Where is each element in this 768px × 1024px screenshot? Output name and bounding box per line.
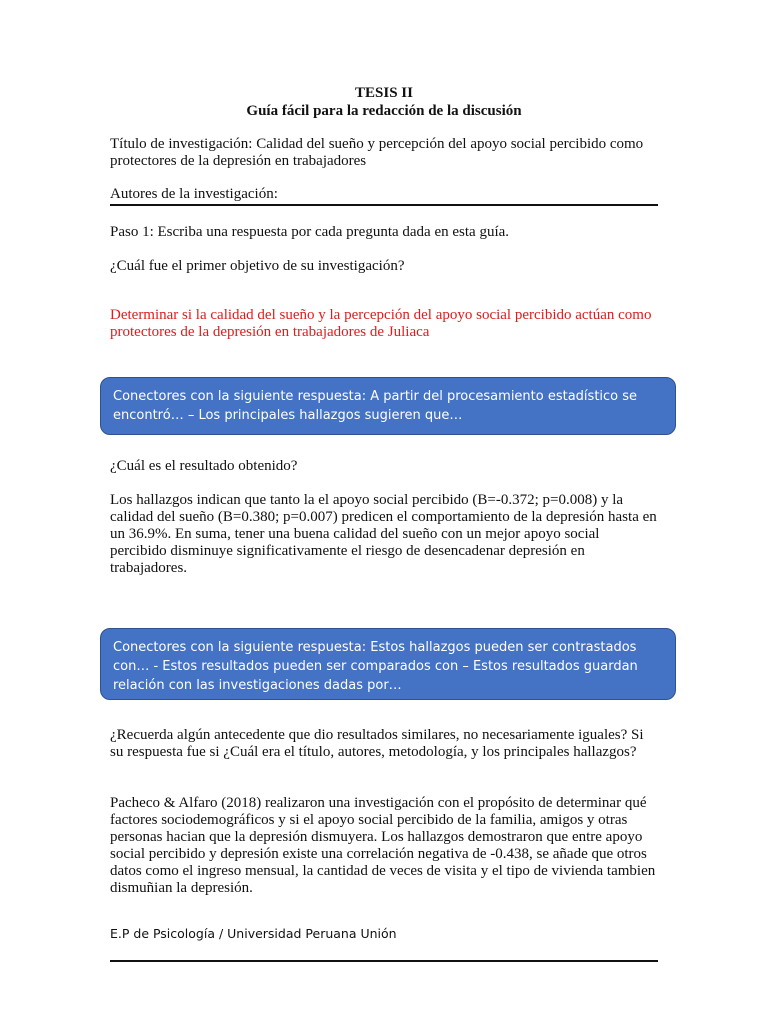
authors-label: Autores de la investigación:	[110, 186, 278, 202]
authors-underline	[110, 204, 658, 206]
connectors-callout-contrast: Conectores con la siguiente respuesta: Estos hallazgos pueden ser contrastados con… - Estos resultados pueden ser comparados con – Estos resultados guardan relación con las investigaciones dadas por…	[100, 628, 676, 700]
document-title: TESIS II	[355, 85, 413, 101]
footer-rule	[110, 960, 658, 962]
question-background: ¿Recuerda algún antecedente que dio resultados similares, no necesariamente iguales? Si su respuesta fue si ¿Cuál era el título, autores, metodología, y los principales hallazgos?	[110, 727, 644, 760]
question-result: ¿Cuál es el resultado obtenido?	[110, 458, 298, 474]
step-1-instruction: Paso 1: Escriba una respuesta por cada pregunta dada en esta guía.	[110, 224, 510, 240]
document-subtitle: Guía fácil para la redacción de la discusión	[246, 103, 522, 119]
research-title: Título de investigación: Calidad del sueño y percepción del apoyo social percibido como protectores de la depresión en trabajadores	[110, 136, 644, 169]
answer-result: Los hallazgos indican que tanto la el apoyo social percibido (B=-0.372; p=0.008) y la calidad del sueño (B=0.380; p=0.007) predicen el comportamiento de la depresión hasta en un 36.9%. En suma, tener una buena calidad del sueño con un mejor apoyo social percibido disminuye significativamente el riesgo de desencadenar depresión en trabajadores.	[110, 492, 657, 576]
answer-background: Pacheco & Alfaro (2018) realizaron una investigación con el propósito de determinar qué factores sociodemográficos y si el apoyo social percibido de la familia, amigos y otras personas hacian que la depresión dismuyera. Los hallazgos demostraron que entre apoyo social percibido y depresión existe una correlación negativa de -0.438, se añade que otros datos como el ingreso mensual, la cantidad de veces de visita y el tipo de vivienda tambien dismuñian la depresión.	[110, 795, 656, 896]
answer-objective: Determinar si la calidad del sueño y la percepción del apoyo social percibido actúan como protectores de la depresión en trabajadores de Juliaca	[110, 307, 652, 340]
connectors-callout-results: Conectores con la siguiente respuesta: A partir del procesamiento estadístico se encontró… – Los principales hallazgos sugieren que…	[100, 377, 676, 435]
footer-institution: E.P de Psicología / Universidad Peruana Unión	[110, 926, 397, 941]
question-objective: ¿Cuál fue el primer objetivo de su investigación?	[110, 258, 405, 274]
